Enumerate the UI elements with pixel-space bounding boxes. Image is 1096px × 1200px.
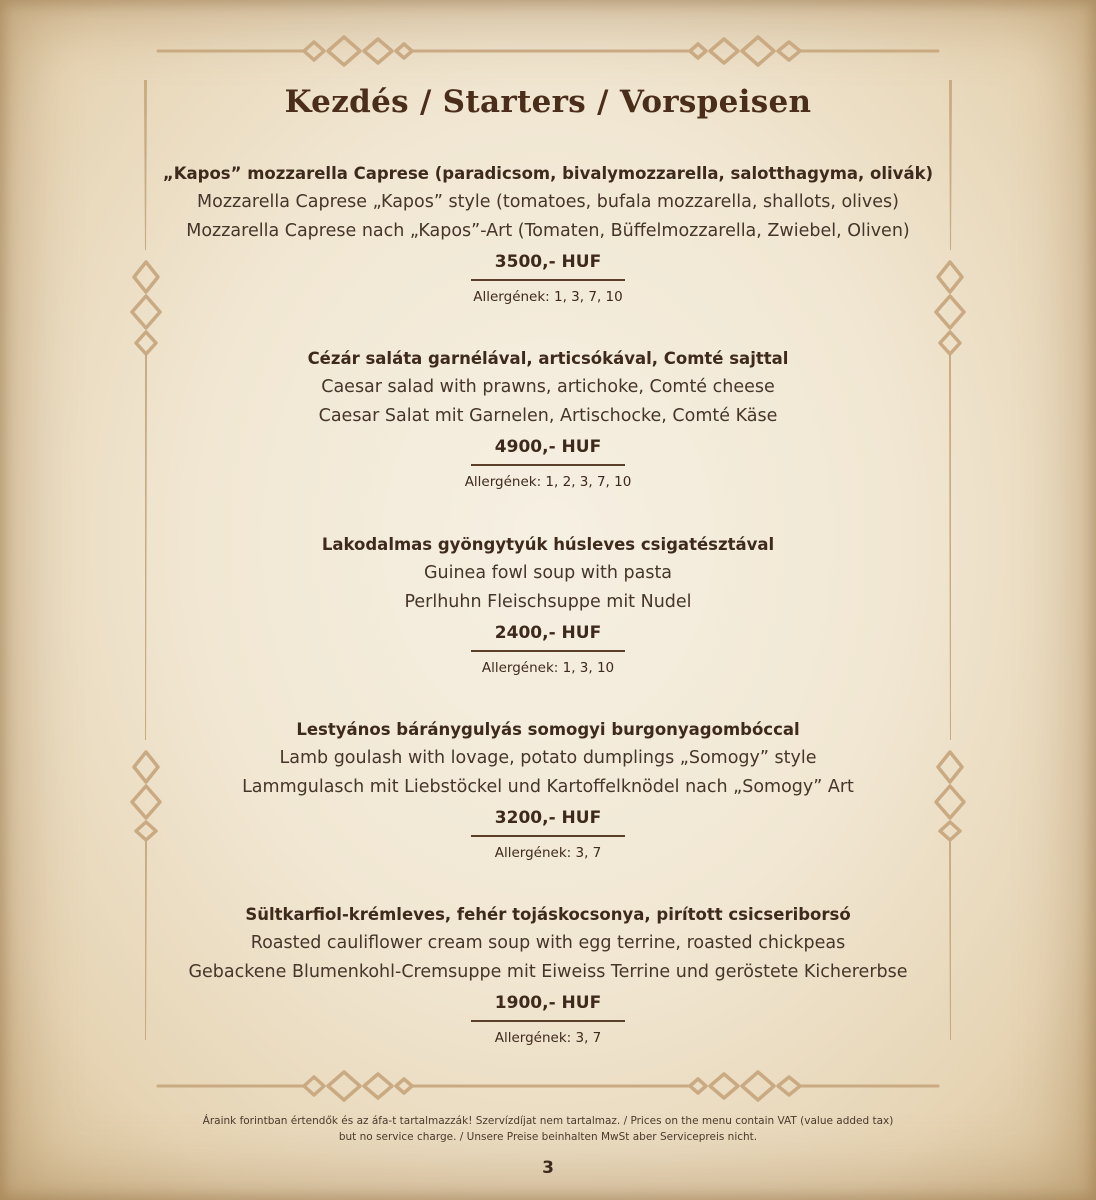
footnote-line-2: but no service charge. / Unsere Preise beinhalten MwSt aber Servicepreis nicht. [338, 1131, 758, 1143]
dish-name-hu: Lestyános báránygulyás somogyi burgonyagombóccal [296, 720, 800, 739]
dish-description-en: Guinea fowl soup with pasta [423, 563, 673, 583]
dish-name-hu: Sültkarfiol-krémleves, fehér tojáskocsonya, pirított csicseriborsó [245, 905, 851, 924]
dish-price: 3500,- HUF [471, 249, 625, 281]
dish-name-hu: „Kapos” mozzarella Caprese (paradicsom, bivalymozzarella, salotthagyma, olivák) [162, 164, 934, 183]
dish-allergens: Allergének: 1, 2, 3, 7, 10 [464, 474, 632, 490]
dish-price: 4900,- HUF [471, 434, 625, 466]
dish-description-de: Lammgulasch mit Liebstöckel und Kartoffelknödel nach „Somogy” Art [242, 777, 854, 797]
dish-allergens: Allergének: 3, 7 [494, 1030, 602, 1046]
dish-name-hu: Lakodalmas gyöngytyúk húsleves csigatésztával [321, 535, 775, 554]
dish-description-de: Perlhuhn Fleischsuppe mit Nudel [404, 592, 692, 612]
menu-item-caprese [0, 160, 1096, 307]
dish-price: 3200,- HUF [471, 805, 625, 837]
dish-name-hu: Cézár saláta garnélával, articsókával, Comté sajttal [307, 349, 789, 368]
dish-description-en: Caesar salad with prawns, artichoke, Comté cheese [321, 377, 775, 397]
dish-allergens: Allergének: 3, 7 [494, 845, 602, 861]
footnote-line-1: Áraink forintban értendők és az áfa-t tartalmazzák! Szervízdíjat nem tartalmaz. / Prices on the menu contain VAT (value added tax) [202, 1115, 894, 1127]
dish-description-de: Mozzarella Caprese nach „Kapos”-Art (Tomaten, Büffelmozzarella, Zwiebel, Oliven) [186, 221, 910, 241]
menu-item-guinea-fowl-soup [0, 531, 1096, 678]
dish-price: 1900,- HUF [471, 990, 625, 1022]
dish-allergens: Allergének: 1, 3, 10 [481, 660, 615, 676]
dish-description-en: Roasted cauliflower cream soup with egg terrine, roasted chickpeas [250, 933, 846, 953]
dish-description-de: Caesar Salat mit Garnelen, Artischocke, Comté Käse [318, 406, 778, 426]
price-footnote [150, 1113, 946, 1145]
dish-allergens: Allergének: 1, 3, 7, 10 [473, 289, 623, 305]
menu-item-lamb-goulash [0, 716, 1096, 863]
dish-description-en: Lamb goulash with lovage, potato dumplings „Somogy” style [279, 748, 817, 768]
page-number: 3 [542, 1158, 554, 1178]
menu-item-cauliflower-soup [0, 901, 1096, 1048]
page-title: Kezdés / Starters / Vorspeisen [284, 84, 812, 120]
dish-description-de: Gebackene Blumenkohl-Cremsuppe mit Eiweiss Terrine und geröstete Kichererbse [188, 962, 908, 982]
dish-price: 2400,- HUF [471, 620, 625, 652]
menu-item-caesar-salad [0, 345, 1096, 492]
dish-description-en: Mozzarella Caprese „Kapos” style (tomatoes, bufala mozzarella, shallots, olives) [197, 192, 899, 212]
